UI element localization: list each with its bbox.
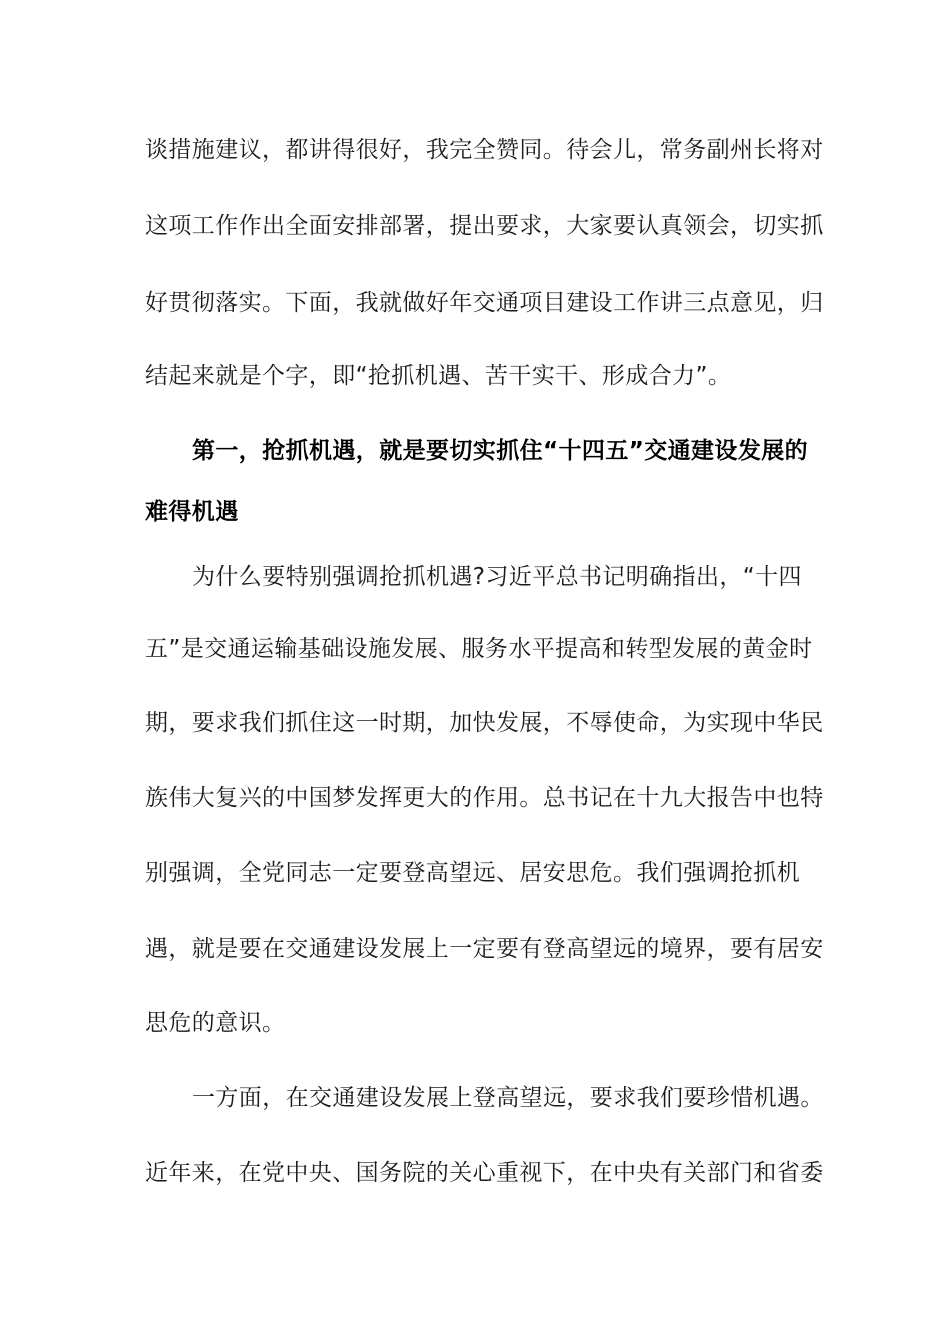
text-line: 思危的意识。 [145,1010,286,1036]
text-line: 别强调，全党同志一定要登高望远、居安思危。我们强调抢抓机 [145,860,801,886]
text-line: 结起来就是个字，即“抢抓机遇、苦干实干、形成合力”。 [145,363,732,389]
section-heading-continuation: 难得机遇 [145,499,239,525]
text-line: 一方面，在交通建设发展上登高望远，要求我们要珍惜机遇。 [192,1085,824,1111]
text-line: 好贯彻落实。下面，我就做好年交通项目建设工作讲三点意见，归 [145,290,824,316]
text-line: 为什么要特别强调抢抓机遇?习近平总书记明确指出，“十四 [192,564,802,590]
text-line: 族伟大复兴的中国梦发挥更大的作用。总书记在十九大报告中也特 [145,785,824,811]
text-line: 这项工作作出全面安排部署，提出要求，大家要认真领会，切实抓 [145,213,824,239]
text-line: 近年来，在党中央、国务院的关心重视下，在中央有关部门和省委 [145,1160,824,1186]
text-line: 谈措施建议，都讲得很好，我完全赞同。待会儿，常务副州长将对 [145,137,824,163]
text-line: 遇，就是要在交通建设发展上一定要有登高望远的境界，要有居安 [145,936,824,962]
text-line: 期，要求我们抓住这一时期，加快发展，不辱使命，为实现中华民 [145,710,824,736]
text-line: 五”是交通运输基础设施发展、服务水平提高和转型发展的黄金时 [145,636,813,662]
section-heading: 第一，抢抓机遇，就是要切实抓住“十四五”交通建设发展的 [192,438,809,464]
